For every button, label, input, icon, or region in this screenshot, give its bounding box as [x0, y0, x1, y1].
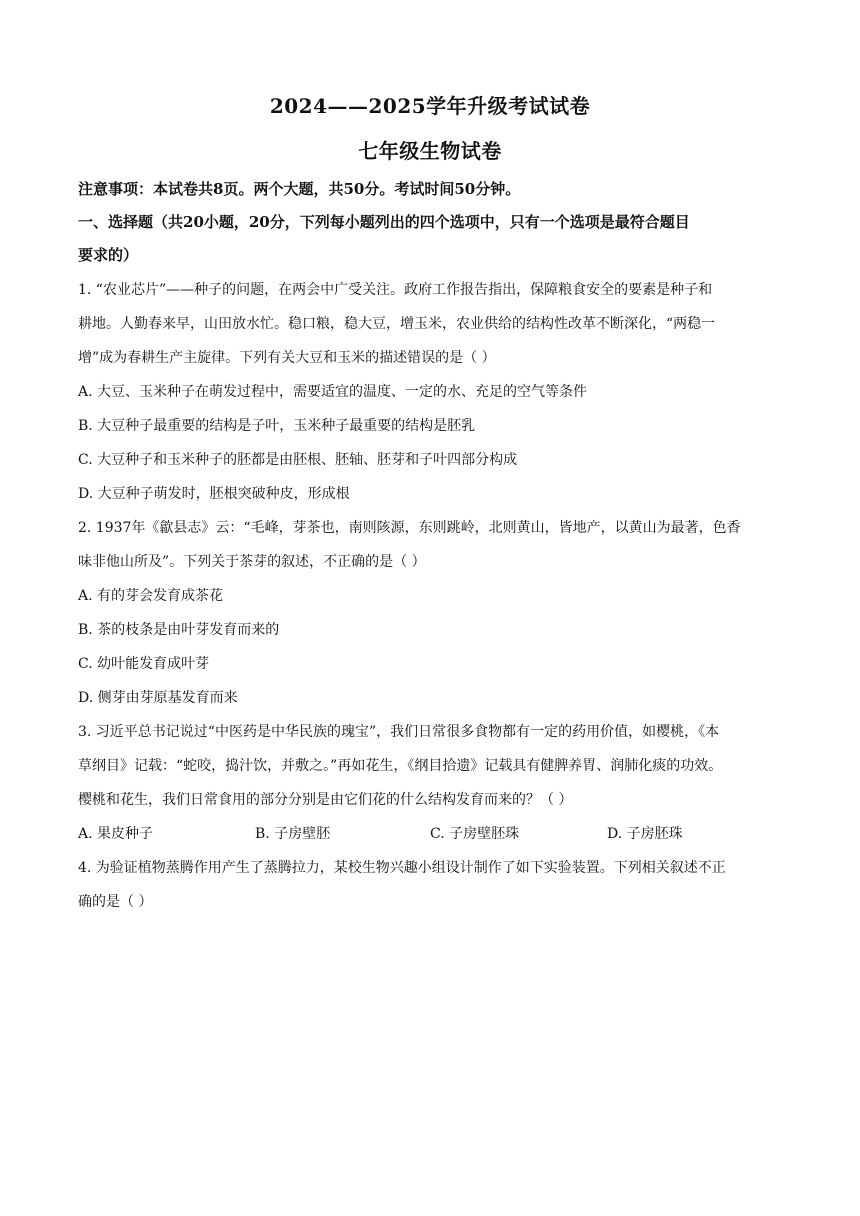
question-3-stem: 3. 习近平总书记说过“中医药是中华民族的瑰宝”，我们日常很多食物都有一定的药用价值，如樱桃，《本: [78, 724, 720, 740]
question-3-stem: 草纲目》记载：“蛇咬，捣汁饮，并敷之。”再如花生，《纲目拾遗》记载具有健脾养胃、润肺化痰的功效。: [78, 758, 723, 774]
exam-title: 2024——2025学年升级考试试卷: [269, 94, 591, 118]
exam-subtitle: 七年级生物试卷: [358, 139, 502, 163]
question-3-option-d: D. 子房胚珠: [607, 826, 683, 842]
question-2-option-b: B. 茶的枝条是由叶芽发育而来的: [78, 622, 280, 638]
question-1-option-a: A. 大豆、玉米种子在萌发过程中，需要适宜的温度、一定的水、充足的空气等条件: [78, 384, 588, 400]
question-3-option-b: B. 子房壁胚: [255, 826, 331, 842]
question-1-option-b: B. 大豆种子最重要的结构是子叶，玉米种子最重要的结构是胚乳: [78, 418, 476, 434]
question-2-option-c: C. 幼叶能发育成叶芽: [78, 656, 210, 672]
question-1-option-d: D. 大豆种子萌发时，胚根突破种皮，形成根: [78, 486, 350, 502]
section-heading: 一、选择题（共20小题，20分，下列每小题列出的四个选项中，只有一个选项是最符合题目: [78, 213, 690, 231]
question-1-stem: 增”成为春耕生产主旋律。下列有关大豆和玉米的描述错误的是（ ）: [78, 350, 496, 366]
question-3-option-a: A. 果皮种子: [78, 826, 154, 842]
question-3-stem: 樱桃和花生，我们日常食用的部分分别是由它们花的什么结构发育而来的？（ ）: [78, 792, 573, 808]
question-2-stem: 2. 1937年《歙县志》云：“毛峰，芽茶也，南则陔源，东则跳岭，北则黄山，皆地产，以黄山为最著，色香: [78, 520, 741, 536]
notice-text: 注意事项：本试卷共8页。两个大题，共50分。考试时间50分钟。: [78, 180, 521, 198]
question-2-option-a: A. 有的芽会发育成茶花: [78, 588, 224, 604]
question-4-stem: 4. 为验证植物蒸腾作用产生了蒸腾拉力，某校生物兴趣小组设计制作了如下实验装置。下列相关叙述不正: [78, 860, 726, 876]
section-heading-cont: 要求的）: [78, 246, 139, 264]
question-1-option-c: C. 大豆种子和玉米种子的胚都是由胚根、胚轴、胚芽和子叶四部分构成: [78, 452, 518, 468]
question-1-stem: 耕地。人勤春来早，山田放水忙。稳口粮，稳大豆，增玉米，农业供给的结构性改革不断深化，“两稳一: [78, 316, 716, 332]
question-3-option-c: C. 子房壁胚珠: [430, 826, 520, 842]
question-4-stem: 确的是（ ）: [78, 894, 153, 910]
question-2-stem: 味非他山所及”。下列关于茶芽的叙述，不正确的是（ ）: [78, 554, 426, 570]
question-1-stem: 1. “农业芯片”——种子的问题，在两会中广受关注。政府工作报告指出，保障粮食安全的要素是种子和: [78, 282, 713, 298]
question-2-option-d: D. 侧芽由芽原基发育而来: [78, 690, 238, 706]
